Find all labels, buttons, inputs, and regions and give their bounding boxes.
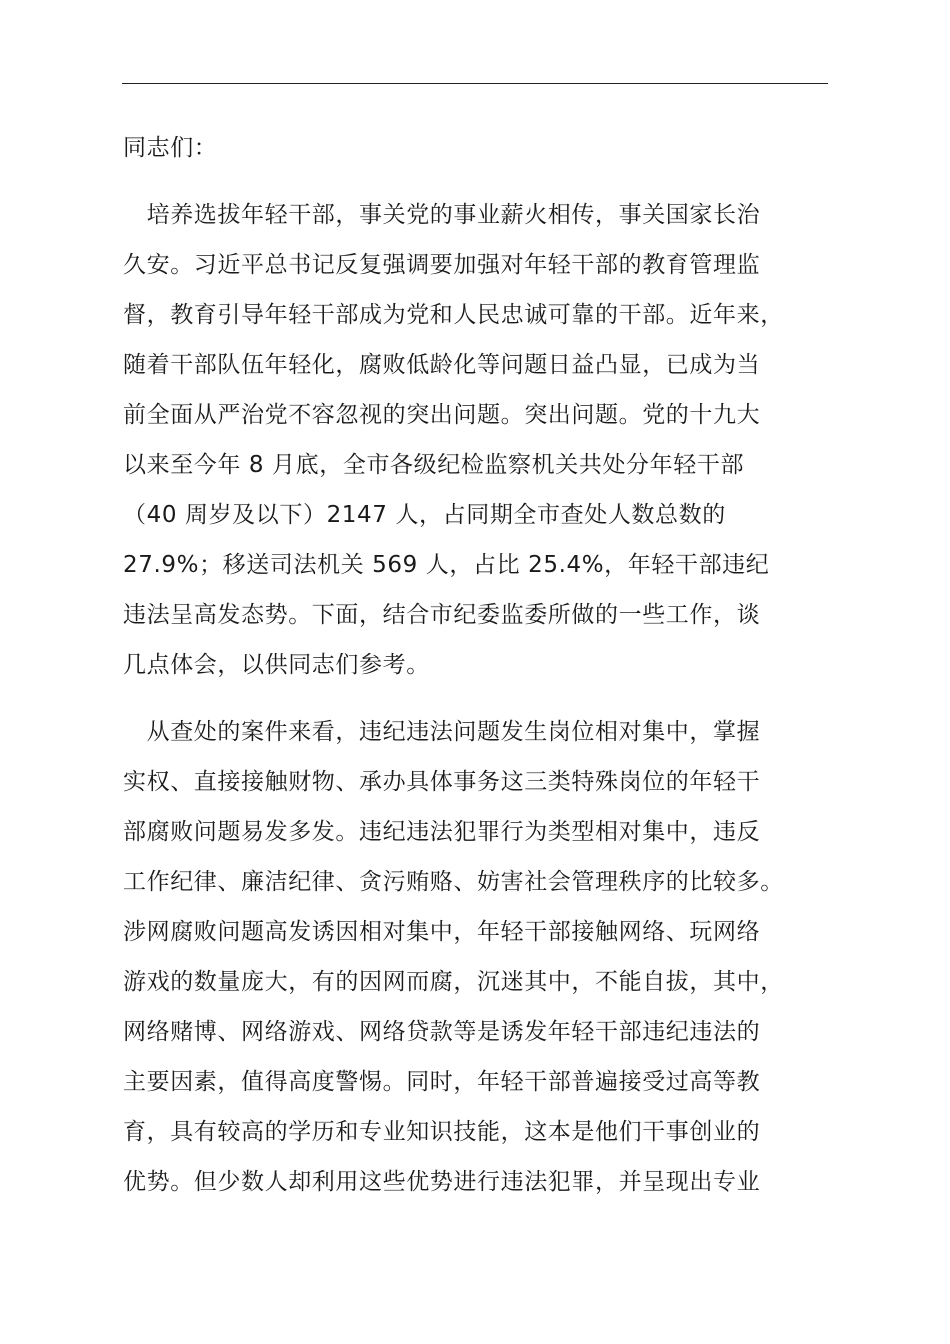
- paragraph-gap: [123, 690, 863, 707]
- paragraph-line: 27.9%；移送司法机关 569 人，占比 25.4%，年轻干部违纪: [123, 552, 770, 578]
- header-rule: [122, 83, 828, 84]
- paragraph-line: 以来至今年 8 月底，全市各级纪检监察机关共处分年轻干部: [123, 452, 745, 478]
- paragraph-1: [123, 190, 863, 690]
- paragraph-line: 网络赌博、网络游戏、网络贷款等是诱发年轻干部违纪违法的: [123, 1019, 761, 1045]
- paragraph-line: 部腐败问题易发多发。违纪违法犯罪行为类型相对集中，违反: [123, 819, 761, 845]
- paragraph-2: [123, 707, 863, 1207]
- paragraph-gap: [123, 173, 863, 190]
- paragraph-line: 育，具有较高的学历和专业知识技能，这本是他们干事创业的: [123, 1119, 761, 1145]
- paragraph-line: 游戏的数量庞大，有的因网而腐，沉迷其中，不能自拔，其中，: [123, 969, 784, 995]
- paragraph-line: 实权、直接接触财物、承办具体事务这三类特殊岗位的年轻干: [123, 769, 761, 795]
- paragraph-line: 违法呈高发态势。下面，结合市纪委监委所做的一些工作，谈: [123, 602, 761, 628]
- paragraph-line: 工作纪律、廉洁纪律、贪污贿赂、妨害社会管理秩序的比较多。: [123, 869, 784, 895]
- paragraph-line: 随着干部队伍年轻化，腐败低龄化等问题日益凸显，已成为当: [123, 352, 761, 378]
- paragraph-line: 督，教育引导年轻干部成为党和人民忠诚可靠的干部。近年来，: [123, 302, 784, 328]
- paragraph-line: 培养选拔年轻干部，事关党的事业薪火相传，事关国家长治: [123, 202, 761, 228]
- paragraph-line: 优势。但少数人却利用这些优势进行违法犯罪，并呈现出专业: [123, 1169, 761, 1195]
- paragraph-line: 从查处的案件来看，违纪违法问题发生岗位相对集中，掌握: [123, 719, 761, 745]
- paragraph-line: （40 周岁及以下）2147 人，占同期全市查处人数总数的: [123, 502, 726, 528]
- paragraph-line: 几点体会，以供同志们参考。: [123, 652, 430, 678]
- salutation: 同志们：: [123, 135, 218, 161]
- paragraph-line: 主要因素，值得高度警惕。同时，年轻干部普遍接受过高等教: [123, 1069, 761, 1095]
- paragraph-line: 前全面从严治党不容忽视的突出问题。突出问题。党的十九大: [123, 402, 761, 428]
- paragraph-line: 久安。习近平总书记反复强调要加强对年轻干部的教育管理监: [123, 252, 761, 278]
- paragraph-line: 涉网腐败问题高发诱因相对集中，年轻干部接触网络、玩网络: [123, 919, 761, 945]
- document-body: [123, 123, 863, 1207]
